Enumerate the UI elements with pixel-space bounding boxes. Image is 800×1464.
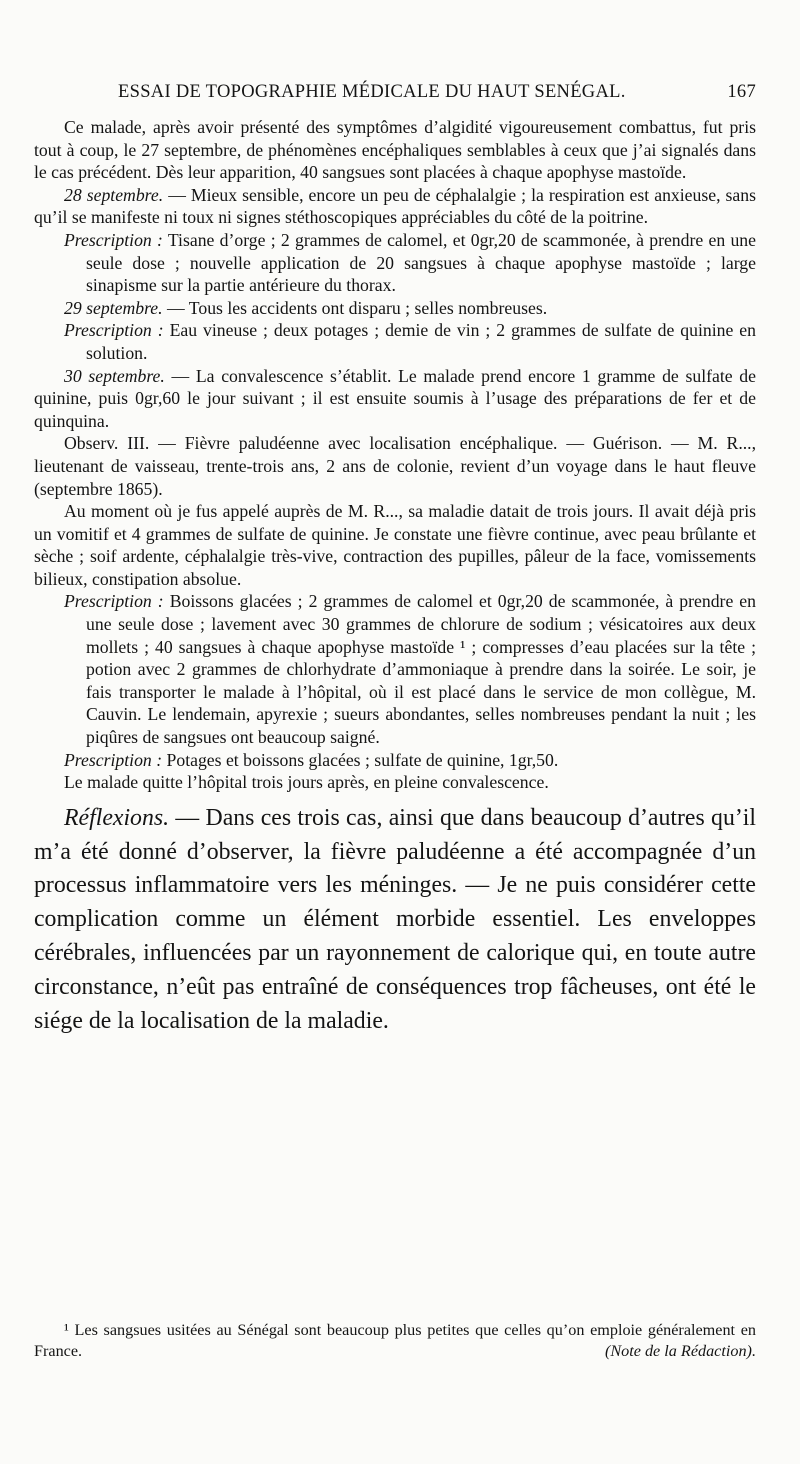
- reflexions-paragraph: Réflexions. — Dans ces trois cas, ainsi que dans beaucoup d’autres qu’il m’a été donné d’observer, la fièvre paludéenne a été accompagnée d’un processus inflammatoire vers les méninges. — Je ne puis considérer cette complication comme un élément morbide essentiel. Les enveloppes cérébrales, influencées par un rayonnement de calorique qui, en toute autre circonstance, n’eût pas entraîné de conséquences trop fâcheuses, ont été le siége de la localisation de la maladie.: [34, 804, 756, 1034]
- case-notes: [34, 116, 756, 794]
- observation-lead: Observ. III.: [64, 433, 150, 454]
- observation-heading: Observ. III. — Fièvre paludéenne avec localisation encéphalique. — Guérison. — M. R..., lieutenant de vaisseau, trente-trois ans, 2 ans de colonie, revient d’un voyage dans le haut fleuve (septembre 1865).: [34, 433, 757, 499]
- prescription-lead: Prescription :: [64, 320, 164, 341]
- reflexions-lead: Réflexions.: [64, 804, 170, 831]
- paragraph: Au moment où je fus appelé auprès de M. R..., sa maladie datait de trois jours. Il avait déjà pris un vomitif et 4 grammes de sulfate de quinine. Je constate une fièvre continue, avec peau brûlante et sèche ; soif ardente, céphalalgie très-vive, contraction des pupilles, pâleur de la face, vomissements bilieux, constipation absolue.: [34, 501, 756, 589]
- prescription-paragraph: Prescription : Eau vineuse ; deux potages ; demie de vin ; 2 grammes de sulfate de quinine en solution.: [64, 320, 756, 363]
- footnote-text: ¹ Les sangsues usitées au Sénégal sont beaucoup plus petites que celles qu’on emploie généralement en France.: [34, 1321, 756, 1361]
- prescription-lead: Prescription :: [64, 749, 163, 770]
- footnote: [34, 1320, 756, 1363]
- prescription-paragraph: Prescription : Boissons glacées ; 2 grammes de calomel et 0gr,20 de scammonée, à prendre en une seule dose ; lavement avec 30 grammes de chlorure de sodium ; vésicatoires aux deux mollets ; 40 sangsues à chaque apophyse mastoïde ¹ ; compresses d’eau placées sur la tête ; potion avec 2 grammes de chlorhydrate d’ammoniaque à prendre dans la soirée. Le soir, je fais transporter le malade à l’hôpital, où il est placé dans le service de mon collègue, M. Cauvin. Le lendemain, apyrexie ; sueurs abondantes, selles nombreuses pendant la nuit ; les piqûres de sangsues ont beaucoup saigné.: [64, 591, 757, 748]
- prescription-paragraph: Prescription : Tisane d’orge ; 2 grammes de calomel, et 0gr,20 de scammonée, à prendre en une seule dose ; nouvelle application de 20 sangsues à chaque apophyse mastoïde ; large sinapisme sur la partie antérieure du thorax.: [64, 229, 756, 296]
- paragraph: Le malade quitte l’hôpital trois jours après, en pleine convalescence.: [64, 772, 549, 793]
- editorial-note: (Note de la Rédaction).: [604, 1342, 756, 1361]
- paragraph: 30 septembre. — La convalescence s’établit. Le malade prend encore 1 gramme de sulfate de quinine, puis 0gr,60 le jour suivant ; il est ensuite soumis à l’usage des préparations de fer et de quinquina.: [34, 365, 756, 431]
- prescription-lead: Prescription :: [64, 591, 164, 612]
- page-body: [34, 116, 756, 1062]
- date-lead: 28 septembre.: [64, 184, 164, 205]
- date-lead: 29 septembre.: [64, 297, 163, 318]
- paragraph: 29 septembre. — Tous les accidents ont disparu ; selles nombreuses.: [64, 297, 548, 318]
- paragraph: 28 septembre. — Mieux sensible, encore un peu de céphalalgie ; la respiration est anxieuse, sans qu’il se manifeste ni toux ni signes stéthoscopiques appréciables du côté de la poitrine.: [34, 184, 756, 228]
- running-title: ESSAI DE TOPOGRAPHIE MÉDICALE DU HAUT SENÉGAL.: [118, 82, 626, 102]
- running-header: [118, 82, 756, 108]
- page-number: 167: [727, 82, 756, 102]
- paragraph: Ce malade, après avoir présenté des symptômes d’algidité vigoureusement combattus, fut pris tout à coup, le 27 septembre, de phénomènes encéphaliques semblables à ceux que j’ai signalés dans le cas précédent. Dès leur apparition, 40 sangsues sont placées à chaque apophyse mastoïde.: [34, 117, 756, 183]
- date-lead: 30 septembre.: [64, 365, 165, 386]
- prescription-paragraph: Prescription : Potages et boissons glacées ; sulfate de quinine, 1gr,50.: [64, 749, 559, 770]
- prescription-lead: Prescription :: [64, 229, 163, 250]
